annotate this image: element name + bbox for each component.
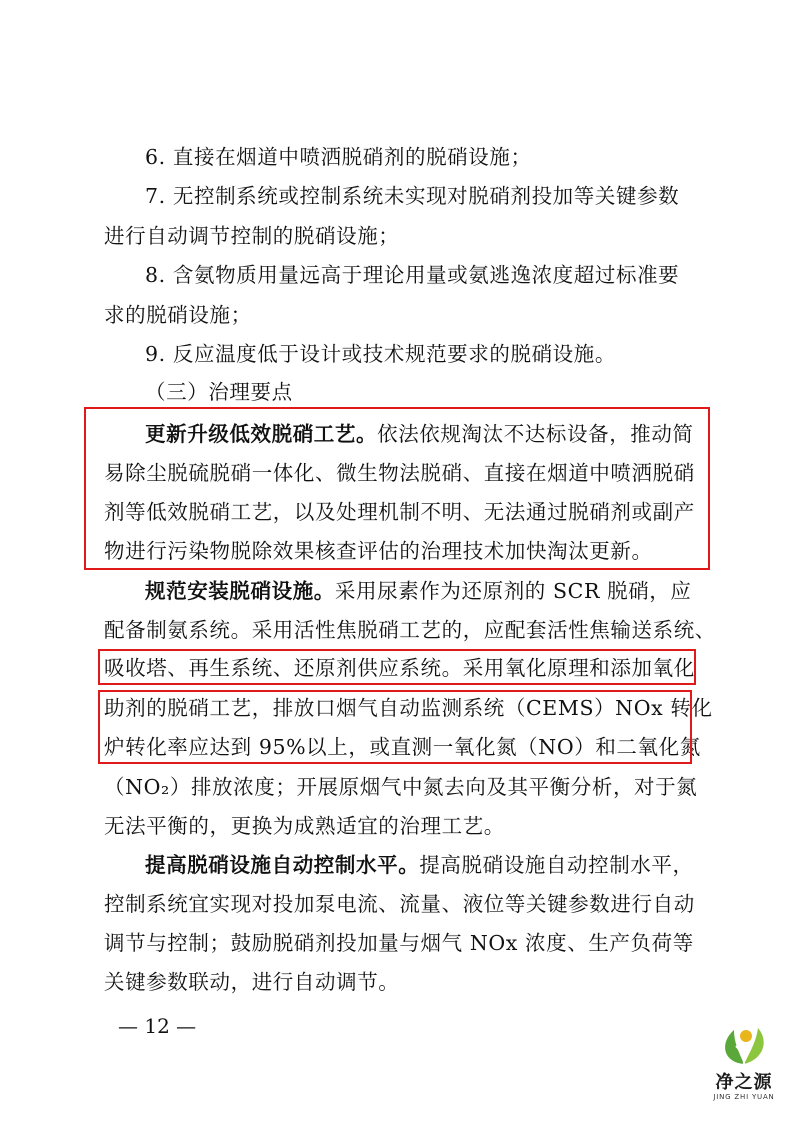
para2-line-6: （NO₂）排放浓度；开展原烟气中氮去向及其平衡分析，对于氮 <box>104 775 698 799</box>
para1-line1-rest: 依法依规淘汰不达标设备，推动简 <box>377 422 694 446</box>
leaf-logo-icon <box>700 1022 788 1070</box>
list-item-9: 9. 反应温度低于设计或技术规范要求的脱硝设施。 <box>145 342 616 366</box>
highlight-box-line <box>98 649 696 685</box>
para3-line-4: 关键参数联动，进行自动调节。 <box>104 970 400 994</box>
list-item-6: 6. 直接在烟道中喷洒脱硝剂的脱硝设施； <box>145 145 532 169</box>
para2-line1-rest: 采用尿素作为还原剂的 SCR 脱硝，应 <box>334 579 692 603</box>
brand-subtitle: JING ZHI YUAN <box>713 1093 775 1101</box>
para2-line-4: 助剂的脱硝工艺，排放口烟气自动监测系统（CEMS）NOx 转化 <box>104 696 713 720</box>
para3-line-3: 调节与控制；鼓励脱硝剂投加量与烟气 NOx 浓度、生产负荷等 <box>104 931 694 955</box>
para1-line-4: 物进行污染物脱除效果核查评估的治理技术加快淘汰更新。 <box>104 539 653 563</box>
section-heading: （三）治理要点 <box>145 380 293 404</box>
para1-line-3: 剂等低效脱硝工艺，以及处理机制不明、无法通过脱硝剂或副产 <box>104 500 695 524</box>
para3-line-1 <box>145 851 694 879</box>
para3-lead: 提高脱硝设施自动控制水平。 <box>145 853 420 877</box>
para3-line1-rest: 提高脱硝设施自动控制水平， <box>419 853 694 877</box>
para2-lead: 规范安装脱硝设施。 <box>145 579 335 603</box>
para2-line-1 <box>145 577 694 605</box>
list-item-7: 7. 无控制系统或控制系统未实现对脱硝剂投加等关键参数 <box>145 184 680 208</box>
brand-name: 净之源 <box>715 1072 773 1093</box>
para3-line-2: 控制系统宜实现对投加泵电流、流量、液位等关键参数进行自动 <box>104 892 695 916</box>
para1-line-2: 易除尘脱硫脱硝一体化、微生物法脱硝、直接在烟道中喷洒脱硝 <box>104 461 695 485</box>
para1-lead: 更新升级低效脱硝工艺。 <box>145 422 378 446</box>
para2-line-5: 炉转化率应达到 95%以上，或直测一氧化氮（NO）和二氧化氮 <box>104 735 701 759</box>
list-item-8-cont: 求的脱硝设施； <box>104 303 252 327</box>
para2-line-7: 无法平衡的，更换为成熟适宜的治理工艺。 <box>104 814 505 838</box>
para2-line-2: 配备制氨系统。采用活性焦脱硝工艺的，应配套活性焦输送系统、 <box>104 618 716 642</box>
list-item-7-cont: 进行自动调节控制的脱硝设施； <box>104 224 400 248</box>
highlight-box-para1 <box>84 407 710 570</box>
brand-logo <box>700 1022 788 1118</box>
para2-line-3: 吸收塔、再生系统、还原剂供应系统。采用氧化原理和添加氧化 <box>104 656 695 680</box>
highlight-box-cems <box>98 690 713 764</box>
list-item-8: 8. 含氨物质用量远高于理论用量或氨逃逸浓度超过标准要 <box>145 263 680 287</box>
page-number: — 12 — <box>118 1014 197 1038</box>
